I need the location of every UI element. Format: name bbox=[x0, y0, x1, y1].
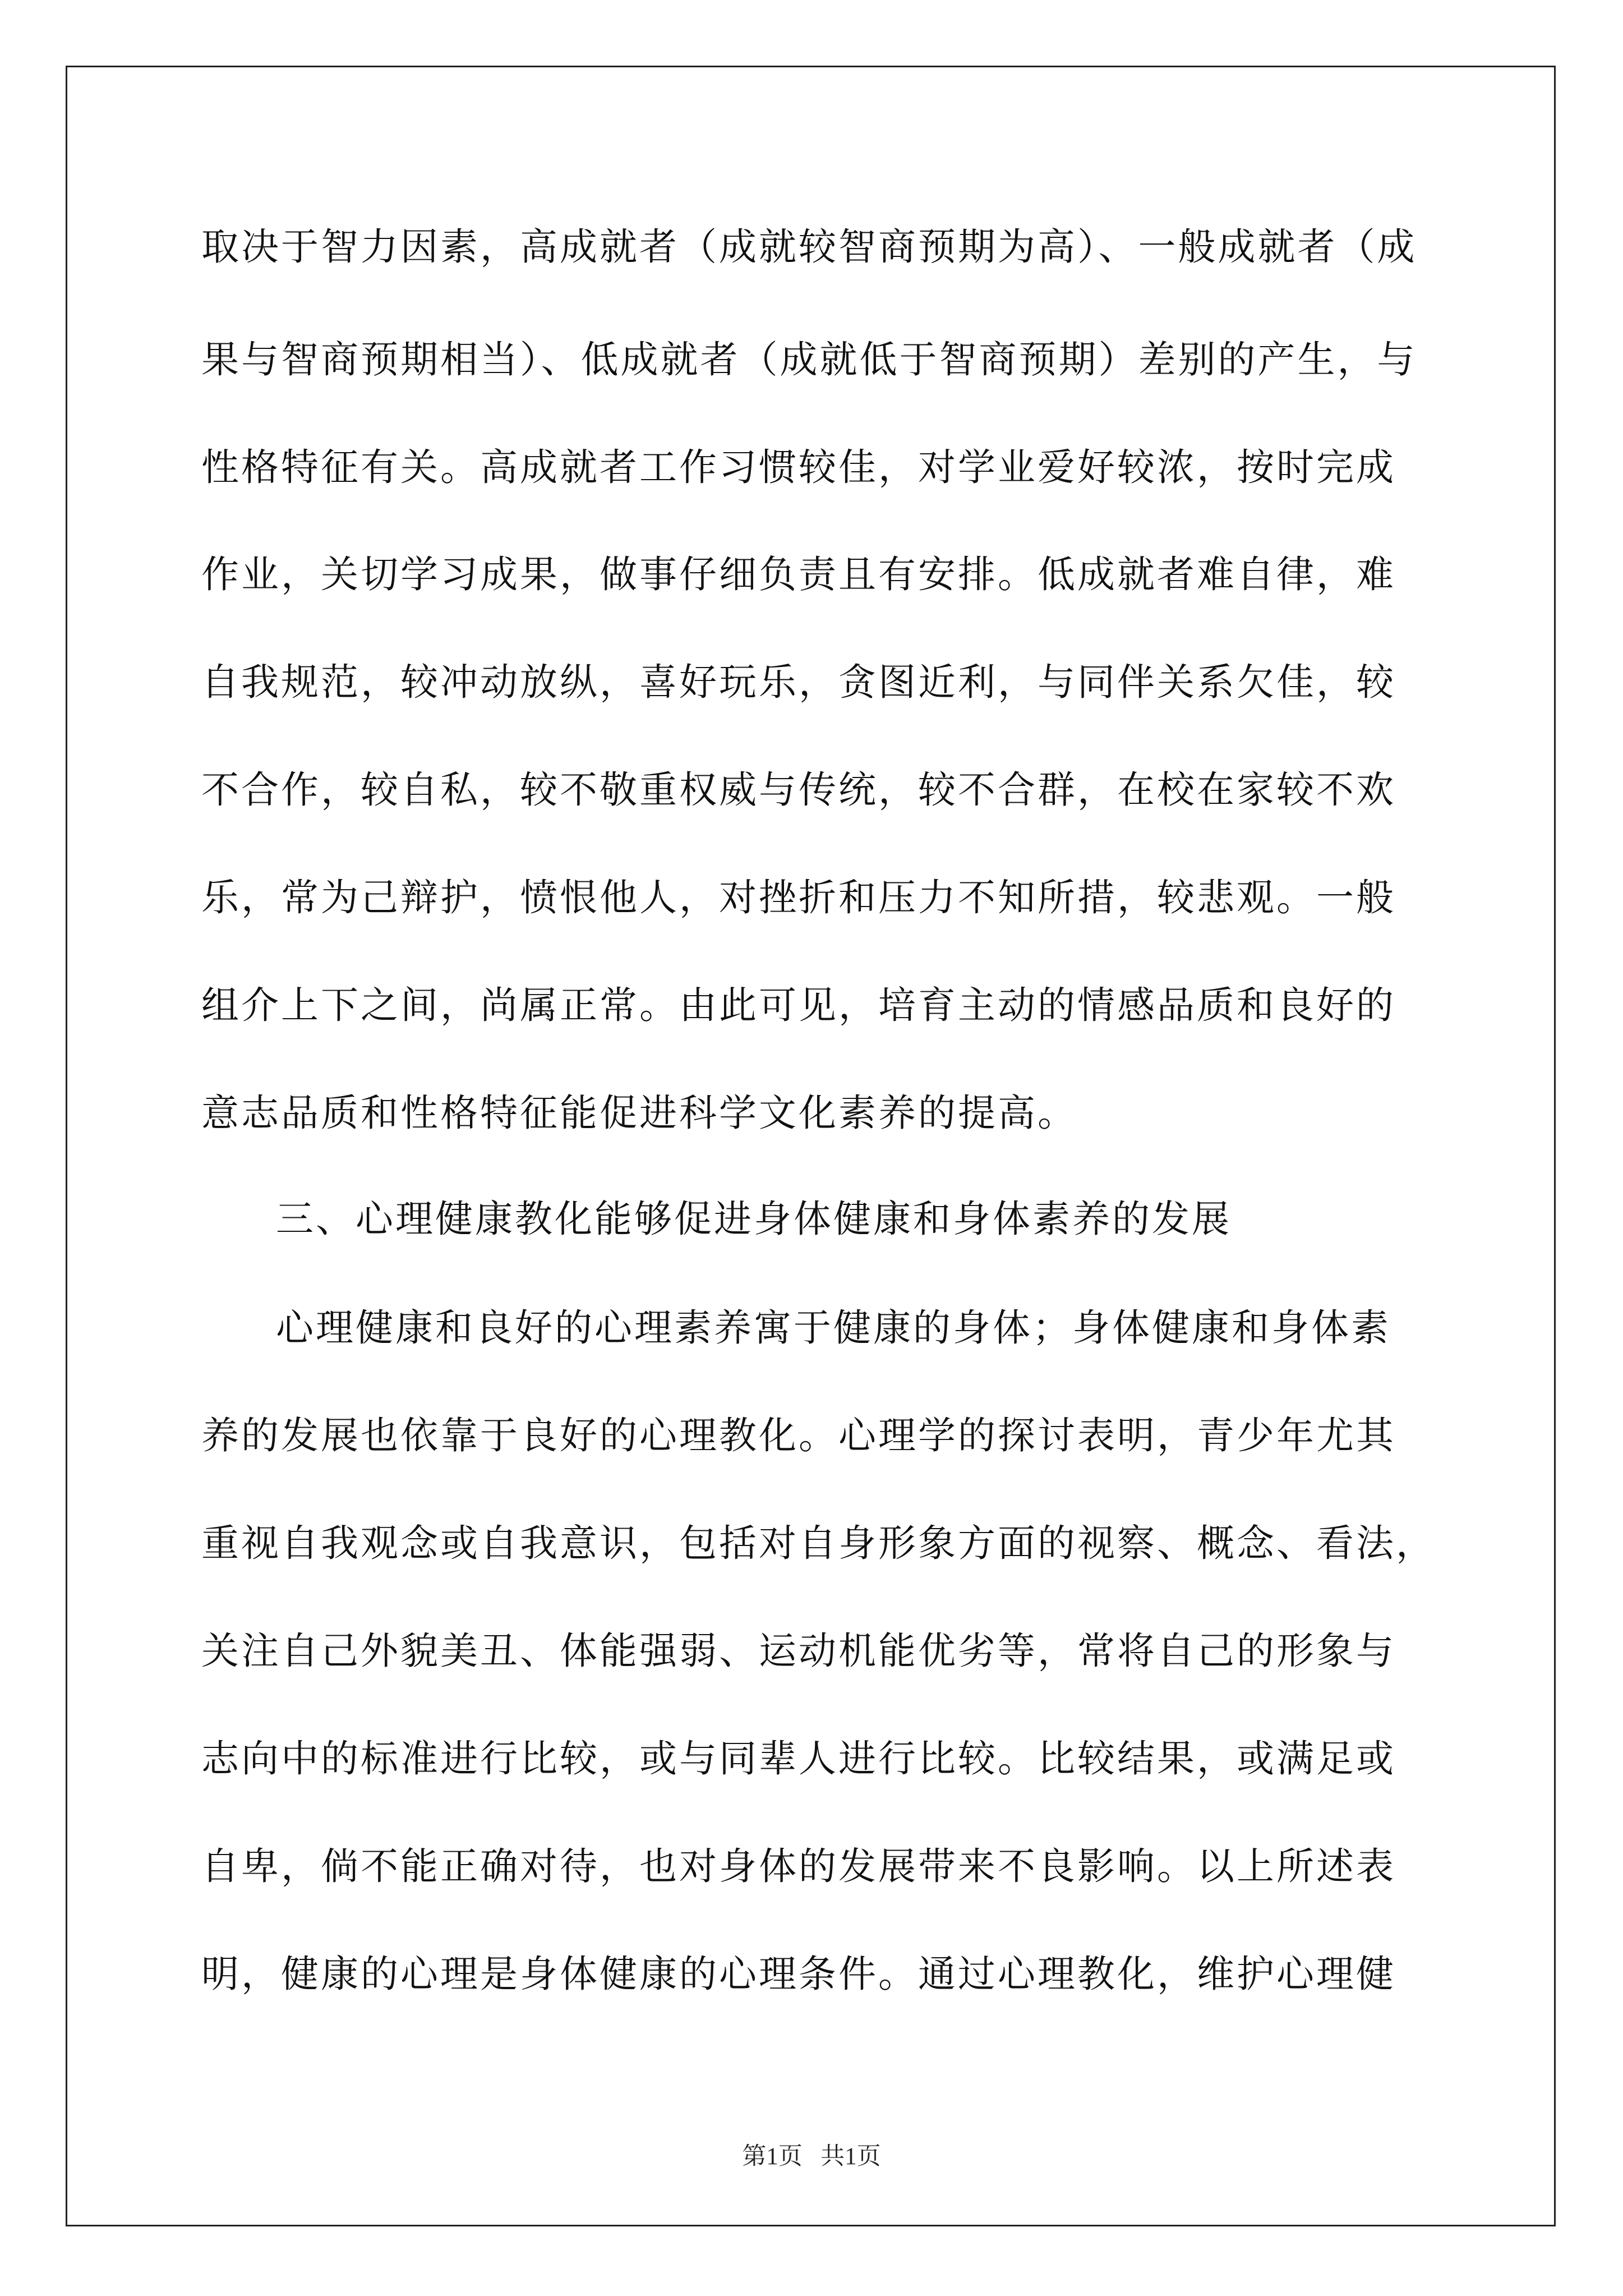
body-line: 自我规范，较冲动放纵，喜好玩乐，贪图近利，与同伴关系欠佳，较 bbox=[201, 660, 1396, 704]
body-line: 不合作，较自私，较不敬重权威与传统，较不合群，在校在家较不欢 bbox=[201, 768, 1396, 812]
paragraph-first-line: 心理健康和良好的心理素养寓于健康的身体；身体健康和身体素 bbox=[276, 1306, 1391, 1350]
body-line: 果与智商预期相当）、低成就者（成就低于智商预期）差别的产生，与 bbox=[201, 338, 1417, 381]
body-line: 志向中的标准进行比较，或与同辈人进行比较。比较结果，或满足或 bbox=[201, 1737, 1396, 1780]
body-line: 养的发展也依靠于良好的心理教化。心理学的探讨表明，青少年尤其 bbox=[201, 1414, 1396, 1457]
body-line: 意志品质和性格特征能促进科学文化素养的提高。 bbox=[201, 1091, 1077, 1135]
body-line: 乐，常为己辩护，愤恨他人，对挫折和压力不知所措，较悲观。一般 bbox=[201, 876, 1396, 919]
body-line: 重视自我观念或自我意识，包括对自身形象方面的视察、概念、看法， bbox=[201, 1521, 1436, 1565]
body-line: 性格特征有关。高成就者工作习惯较佳，对学业爱好较浓，按时完成 bbox=[201, 445, 1396, 489]
body-line: 关注自己外貌美丑、体能强弱、运动机能优劣等，常将自己的形象与 bbox=[201, 1629, 1396, 1673]
section-heading: 三、心理健康教化能够促进身体健康和身体素养的发展 bbox=[276, 1197, 1232, 1241]
body-line: 自卑，倘不能正确对待，也对身体的发展带来不良影响。以上所述表 bbox=[201, 1844, 1396, 1888]
body-line: 作业，关切学习成果，做事仔细负责且有安排。低成就者难自律，难 bbox=[201, 553, 1396, 596]
body-line: 明，健康的心理是身体健康的心理条件。通过心理教化，维护心理健 bbox=[201, 1952, 1396, 1996]
body-line: 组介上下之间，尚属正常。由此可见，培育主动的情感品质和良好的 bbox=[201, 983, 1396, 1027]
body-line: 取决于智力因素，高成就者（成就较智商预期为高）、一般成就者（成 bbox=[201, 225, 1417, 269]
page-border bbox=[66, 66, 1556, 2226]
page-footer: 第1页 共1页 bbox=[742, 2143, 881, 2170]
